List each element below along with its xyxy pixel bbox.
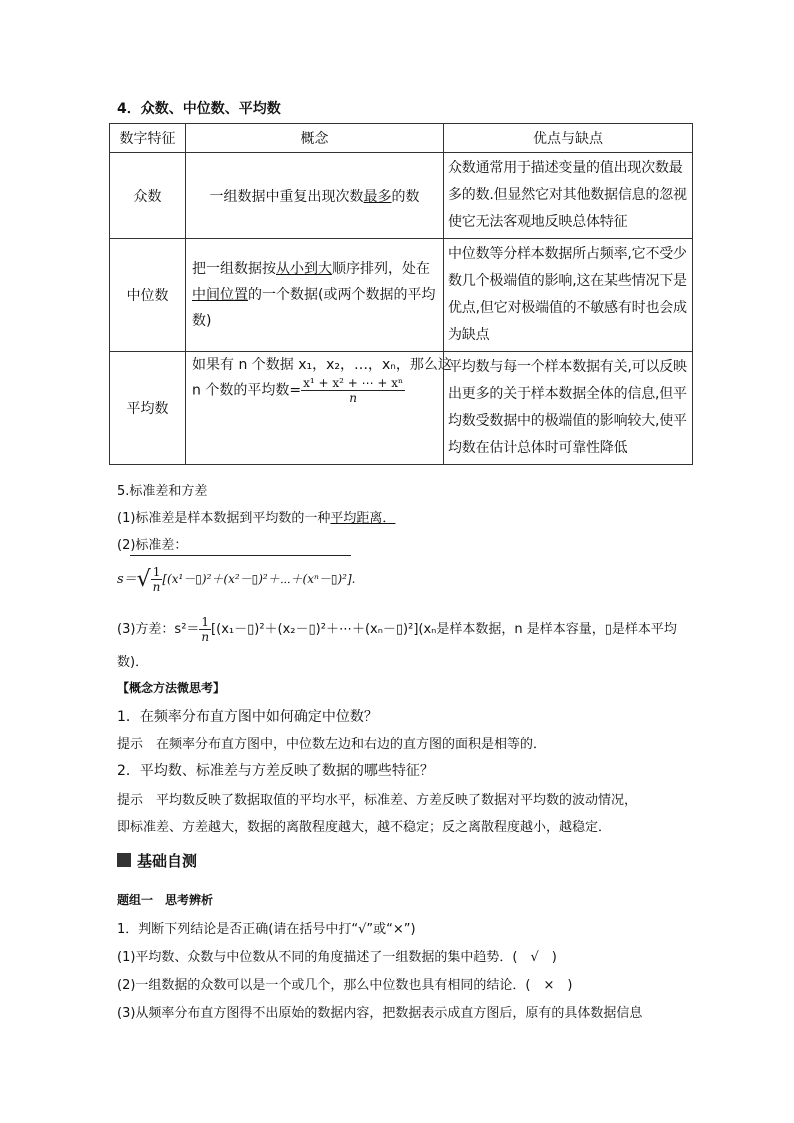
- header-pros-cons: 优点与缺点: [444, 124, 693, 153]
- concept-mean: [186, 352, 452, 465]
- basic-question-1: 1．判断下列结论是否正确(请在括号中打“√”或“×”): [117, 922, 416, 937]
- answer-1-text: 在频率分布直方图中，中位数左边和右边的直方图的面积是相等的．: [156, 737, 547, 752]
- table-header-row: [110, 124, 693, 153]
- mean-formula-denominator: n: [349, 391, 358, 405]
- variance-formula-end: 数)．: [117, 655, 149, 670]
- header-feature: 数字特征: [110, 124, 186, 153]
- sqrt-vinculum: [130, 555, 351, 556]
- std-dev-denominator: n: [152, 580, 161, 594]
- std-dev-definition-keyword: 平均距离．: [330, 511, 396, 526]
- statement-2: (2)一组数据的众数可以是一个或几个，那么中位数也具有相同的结论．( × ): [117, 978, 573, 993]
- concept-mean-line1: 如果有 n 个数据 x₁，x₂，…，xₙ，那么这: [192, 357, 452, 373]
- variance-formula: [117, 615, 677, 644]
- std-dev-definition-text: (1)标准差是样本数据到平均数的一种: [117, 511, 331, 526]
- answer-1-label: 提示: [117, 737, 144, 752]
- std-dev-formula: [117, 565, 355, 594]
- concept-median-keyword-middle: 中间位置: [192, 287, 248, 303]
- std-dev-numerator: 1: [152, 565, 161, 579]
- table-row-mean: [110, 352, 693, 465]
- concept-median: [186, 239, 444, 352]
- concept-mean-text: n 个数的平均数: [192, 382, 290, 399]
- answer-2-text-line1: 平均数反映了数据取值的平均水平，标准差、方差反映了数据对平均数的波动情况，: [156, 793, 638, 808]
- concept-median-keyword-order: 从小到大: [276, 261, 332, 277]
- section-5-title: 5.标准差和方差: [117, 484, 208, 499]
- pros-median: 中位数等分样本数据所占频率,它不受少数几个极端值的影响,这在某些情况下是优点,但它对极端值的不敏感有时也会成为缺点: [444, 239, 693, 352]
- concept-median-text-end: 的一个数据(或两个数据的平均数): [192, 287, 436, 329]
- variance-fraction: [199, 615, 211, 644]
- std-dev-formula-body: [(x¹－▯)²＋(x²－▯)²＋⋯＋(xⁿ－▯)²].: [162, 572, 356, 586]
- concept-mode-keyword: 最多: [363, 188, 392, 205]
- statistics-concept-table: [109, 123, 693, 465]
- group-one-heading: 题组一 思考辨析: [117, 893, 214, 907]
- concept-mode-text: 一组数据中重复出现次数: [209, 188, 364, 205]
- concept-median-text-mid: 顺序排列，处在: [332, 261, 430, 277]
- think-answer-2: [117, 789, 637, 808]
- heading-square-icon: [117, 853, 131, 867]
- concept-mean-line2: [192, 376, 437, 405]
- table-row-mode: [110, 153, 693, 239]
- std-dev-fraction: [151, 565, 163, 594]
- think-question-2: 2．平均数、标准差与方差反映了数据的哪些特征？: [117, 763, 434, 779]
- variance-formula-body: [(x₁－▯)²＋(x₂－▯)²＋⋯＋(xₙ－▯)²](xₙ是样本数据，n 是样本容量，▯是样本平均: [211, 622, 677, 637]
- mean-formula-fraction: [301, 376, 405, 405]
- think-answer-2-continued: 即标准差、方差越大，数据的离散程度越大，越不稳定；反之离散程度越小，越稳定．: [117, 820, 612, 835]
- mean-formula-numerator: x¹ + x² + ⋯ + xⁿ: [303, 376, 404, 390]
- concept-mode: [186, 153, 444, 239]
- mean-formula-equals: =: [289, 382, 302, 399]
- header-concept: 概念: [186, 124, 444, 153]
- variance-label: (3)方差：s²＝: [117, 622, 200, 637]
- concept-median-text: 把一组数据按: [192, 261, 276, 277]
- think-question-1: 1．在频率分布直方图中如何确定中位数？: [117, 709, 378, 725]
- answer-2-label: 提示: [117, 793, 144, 808]
- basic-test-heading: 基础自测: [137, 852, 198, 870]
- statement-3: (3)从频率分布直方图得不出原始的数据内容，把数据表示成直方图后，原有的具体数据信息: [117, 1006, 643, 1021]
- std-dev-definition: [117, 507, 395, 526]
- statement-1: (1)平均数、众数与中位数从不同的角度描述了一组数据的集中趋势．( √ ): [117, 950, 557, 965]
- think-heading: 【概念方法微思考】: [117, 681, 226, 695]
- std-dev-symbol: s＝: [117, 572, 137, 587]
- section-4-title: 4．众数、中位数、平均数: [117, 101, 281, 117]
- std-dev-label: (2)标准差：: [117, 538, 188, 553]
- feature-median: 中位数: [110, 239, 186, 352]
- feature-mean: 平均数: [110, 352, 186, 465]
- pros-mean: 平均数与每一个样本数据有关,可以反映出更多的关于样本数据全体的信息,但平均数受数据中的极端值的影响较大,使平均数在估计总体时可靠性降低: [444, 352, 693, 465]
- variance-denominator: n: [201, 630, 210, 644]
- concept-mode-text-end: 的数: [391, 188, 420, 205]
- sqrt-icon: √: [136, 567, 151, 592]
- table-row-median: [110, 239, 693, 352]
- think-answer-1: [117, 733, 546, 752]
- pros-mode: 众数通常用于描述变量的值出现次数最多的数.但显然它对其他数据信息的忽视使它无法客观地反映总体特征: [444, 153, 693, 239]
- variance-numerator: 1: [201, 615, 210, 629]
- feature-mode: 众数: [110, 153, 186, 239]
